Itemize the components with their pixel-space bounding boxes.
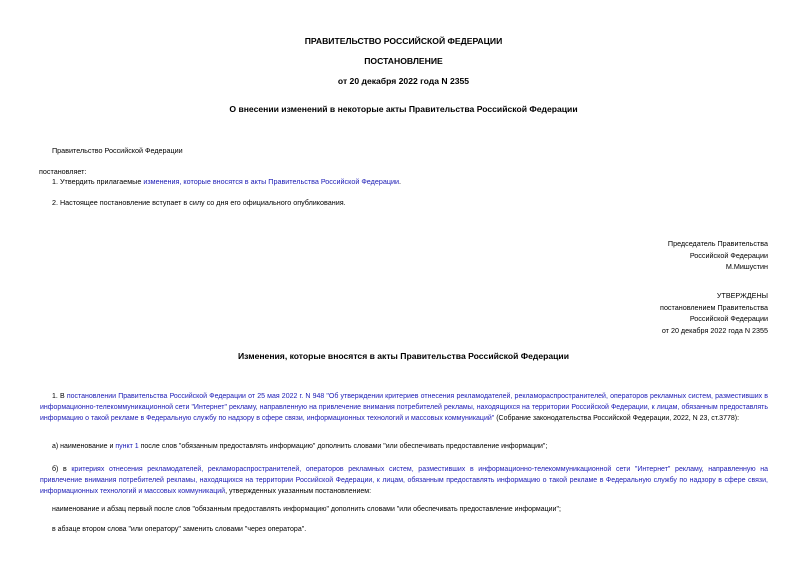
paragraph-1-prefix: 1. В xyxy=(52,393,67,400)
changes-paragraph-1 xyxy=(40,391,768,424)
paragraph-1-suffix: (Собрание законодательства Российской Федерации, 2022, N 23, ст.3778): xyxy=(494,415,740,422)
criteria-link[interactable]: критериях отнесения рекламодателей, рекламораспространителей, операторов рекламных систем, разместивших в информационно-телекоммуникационной сети "Интернет" рекламу, направленную на привлечение внимания потребителей рекламы, находящихся на территории Российской Федерации, к лицам, обязанным предоставлять информацию о такой рекламе в Федеральную службу по надзору в сфере связи, информационных технологий и массовых коммуникаций xyxy=(40,466,768,495)
government-heading: ПРАВИТЕЛЬСТВО РОССИЙСКОЙ ФЕДЕРАЦИИ xyxy=(304,36,503,46)
changes-paragraph-d: в абзаце втором слова "или оператору" заменить словами "через оператора". xyxy=(52,526,307,533)
changes-title: Изменения, которые вносятся в акты Правительства Российской Федерации xyxy=(237,351,569,361)
approval-by: постановлением Правительства xyxy=(660,302,768,312)
document-date-number: от 20 декабря 2022 года N 2355 xyxy=(337,76,470,86)
signature-position: Председатель Правительства xyxy=(667,239,768,248)
changes-paragraph-c: наименование и абзац первый после слов "обязанным предоставлять информацию" дополнить словами "или обеспечивать предоставление информации"; xyxy=(52,506,561,513)
item-2: 2. Настоящее постановление вступает в силу со дня его официального опубликования. xyxy=(52,198,346,207)
paragraph-b-prefix: б) в xyxy=(52,466,72,473)
changes-paragraph-a xyxy=(52,443,547,450)
document-type: ПОСТАНОВЛЕНИЕ xyxy=(364,56,443,66)
item-1 xyxy=(52,177,401,186)
approval-block xyxy=(660,290,768,336)
preamble-resolves: постановляет: xyxy=(39,167,87,176)
signature-organization: Российской Федерации xyxy=(689,250,768,260)
signature-name: М.Мишустин xyxy=(725,262,768,272)
changes-paragraph-b xyxy=(40,464,768,497)
approval-organization: Российской Федерации xyxy=(689,314,768,324)
resolution-948-link[interactable]: постановлении Правительства Российской Федерации от 25 мая 2022 г. N 948 "Об утверждении критериев отнесения рекламодателей, рекламораспространителей, операторов рекламных систем, разместивших в информационно-телекоммуникационной сети "Интернет" рекламу, направленную на привлечение внимания потребителей рекламы, находящихся на территории Российской Федерации, к лицам, обязанным предоставлять информацию о такой рекламе в Федеральную службу по надзору в сфере связи, информационных технологий и массовых коммуникаций" xyxy=(40,393,768,422)
item-1-prefix: 1. Утвердить прилагаемые xyxy=(52,177,144,186)
approval-date: от 20 декабря 2022 года N 2355 xyxy=(661,325,768,335)
changes-link[interactable]: изменения, которые вносятся в акты Правительства Российской Федерации xyxy=(143,177,399,186)
paragraph-b-suffix: , утвержденных указанным постановлением: xyxy=(225,488,372,495)
paragraph-a-suffix: после слов "обязанным предоставлять информацию" дополнить словами "или обеспечивать предоставление информации"; xyxy=(138,443,548,450)
preamble-government: Правительство Российской Федерации xyxy=(52,146,183,155)
approval-heading: УТВЕРЖДЕНЫ xyxy=(716,291,768,300)
signature-block xyxy=(668,238,768,273)
point-1-link[interactable]: пункт 1 xyxy=(115,443,139,450)
item-1-suffix: . xyxy=(398,177,401,186)
document-title: О внесении изменений в некоторые акты Правительства Российской Федерации xyxy=(229,104,578,114)
paragraph-a-prefix: а) наименование и xyxy=(52,443,116,450)
